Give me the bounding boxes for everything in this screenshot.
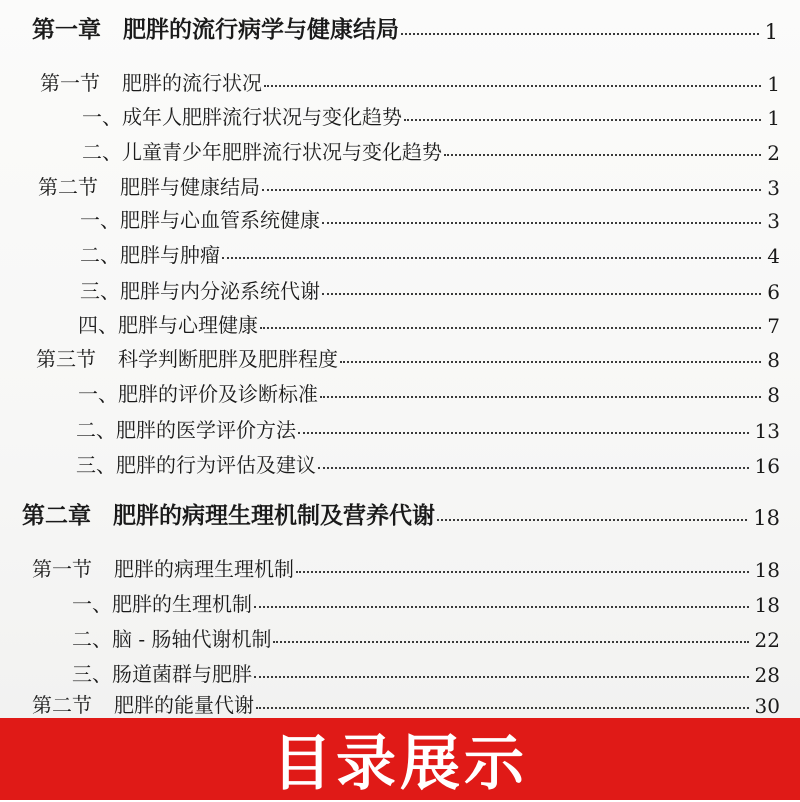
toc-item-row xyxy=(78,308,780,338)
page-number: 1 xyxy=(767,106,780,130)
toc-section-row xyxy=(32,552,780,582)
page-number: 28 xyxy=(754,663,780,687)
toc-item-row xyxy=(72,657,780,687)
section-label: 第三节 xyxy=(36,347,96,371)
item-text: 三、肥胖的行为评估及建议 xyxy=(76,453,316,477)
dot-leader xyxy=(318,467,749,469)
section-title: 科学判断肥胖及肥胖程度 xyxy=(118,347,338,371)
dot-leader xyxy=(273,641,748,643)
chapter-label: 第二章 xyxy=(22,503,91,529)
dot-leader xyxy=(404,119,761,121)
dot-leader xyxy=(256,707,749,709)
page-number: 1 xyxy=(767,72,780,96)
page-number: 18 xyxy=(754,558,780,582)
dot-leader xyxy=(322,222,761,224)
toc-item-row xyxy=(80,203,780,233)
toc-section-row xyxy=(36,342,780,372)
item-text: 一、肥胖的生理机制 xyxy=(72,592,252,616)
toc-item-row xyxy=(78,377,780,407)
page-number: 7 xyxy=(767,314,780,338)
dot-leader xyxy=(444,154,761,156)
toc-item-row xyxy=(80,274,780,304)
toc-chapter-row xyxy=(22,500,780,530)
page-number: 13 xyxy=(754,419,780,443)
section-title: 肥胖的能量代谢 xyxy=(114,693,254,717)
page-number: 18 xyxy=(754,593,780,617)
page-number: 18 xyxy=(753,506,780,530)
chapter-title: 肥胖的流行病学与健康结局 xyxy=(123,17,399,43)
item-text: 二、肥胖与肿瘤 xyxy=(80,243,220,267)
dot-leader xyxy=(437,519,747,521)
section-label: 第一节 xyxy=(40,71,100,95)
page-number: 3 xyxy=(767,176,780,200)
page-number: 16 xyxy=(754,454,780,478)
dot-leader xyxy=(322,293,761,295)
toc-section-row xyxy=(40,66,780,96)
item-text: 四、肥胖与心理健康 xyxy=(78,313,258,337)
page-number: 1 xyxy=(764,20,778,44)
page-number: 22 xyxy=(754,628,780,652)
dot-leader xyxy=(264,85,761,87)
item-text: 一、肥胖与心血管系统健康 xyxy=(80,208,320,232)
caption-banner xyxy=(0,718,800,800)
toc-item-row xyxy=(72,587,780,617)
page-number: 6 xyxy=(767,280,780,304)
dot-leader xyxy=(401,33,759,35)
toc-item-row xyxy=(76,413,780,443)
toc-item-row xyxy=(72,622,780,652)
section-label: 第一节 xyxy=(32,557,92,581)
item-text: 一、成年人肥胖流行状况与变化趋势 xyxy=(82,105,402,129)
toc-item-row xyxy=(82,135,780,165)
dot-leader xyxy=(222,257,761,259)
toc-section-row xyxy=(38,170,780,200)
item-text: 三、肠道菌群与肥胖 xyxy=(72,662,252,686)
toc-section-row xyxy=(32,688,780,718)
dot-leader xyxy=(260,327,761,329)
dot-leader xyxy=(296,571,749,573)
item-text: 二、脑 - 肠轴代谢机制 xyxy=(72,627,272,651)
dot-leader xyxy=(262,189,761,191)
section-title: 肥胖的病理生理机制 xyxy=(114,557,294,581)
item-text: 三、肥胖与内分泌系统代谢 xyxy=(80,279,320,303)
section-label: 第二节 xyxy=(32,693,92,717)
chapter-title: 肥胖的病理生理机制及营养代谢 xyxy=(113,503,435,529)
section-title: 肥胖的流行状况 xyxy=(122,71,262,95)
item-text: 二、肥胖的医学评价方法 xyxy=(76,418,296,442)
dot-leader xyxy=(320,396,761,398)
toc-item-row xyxy=(80,238,780,268)
dot-leader xyxy=(298,432,749,434)
toc-item-row xyxy=(76,448,780,478)
dot-leader xyxy=(254,606,749,608)
toc-chapter-row xyxy=(32,14,778,44)
dot-leader xyxy=(254,676,749,678)
chapter-label: 第一章 xyxy=(32,17,101,43)
section-label: 第二节 xyxy=(38,175,98,199)
page-number: 3 xyxy=(767,209,780,233)
banner-title: 目录展示 xyxy=(272,729,528,799)
page-number: 4 xyxy=(767,244,780,268)
dot-leader xyxy=(340,361,761,363)
toc-item-row xyxy=(82,100,780,130)
page-number: 8 xyxy=(767,383,780,407)
page-number: 8 xyxy=(767,348,780,372)
section-title: 肥胖与健康结局 xyxy=(120,175,260,199)
item-text: 一、肥胖的评价及诊断标准 xyxy=(78,382,318,406)
page-number: 2 xyxy=(767,141,780,165)
page-number: 30 xyxy=(754,694,780,718)
item-text: 二、儿童青少年肥胖流行状况与变化趋势 xyxy=(82,140,442,164)
